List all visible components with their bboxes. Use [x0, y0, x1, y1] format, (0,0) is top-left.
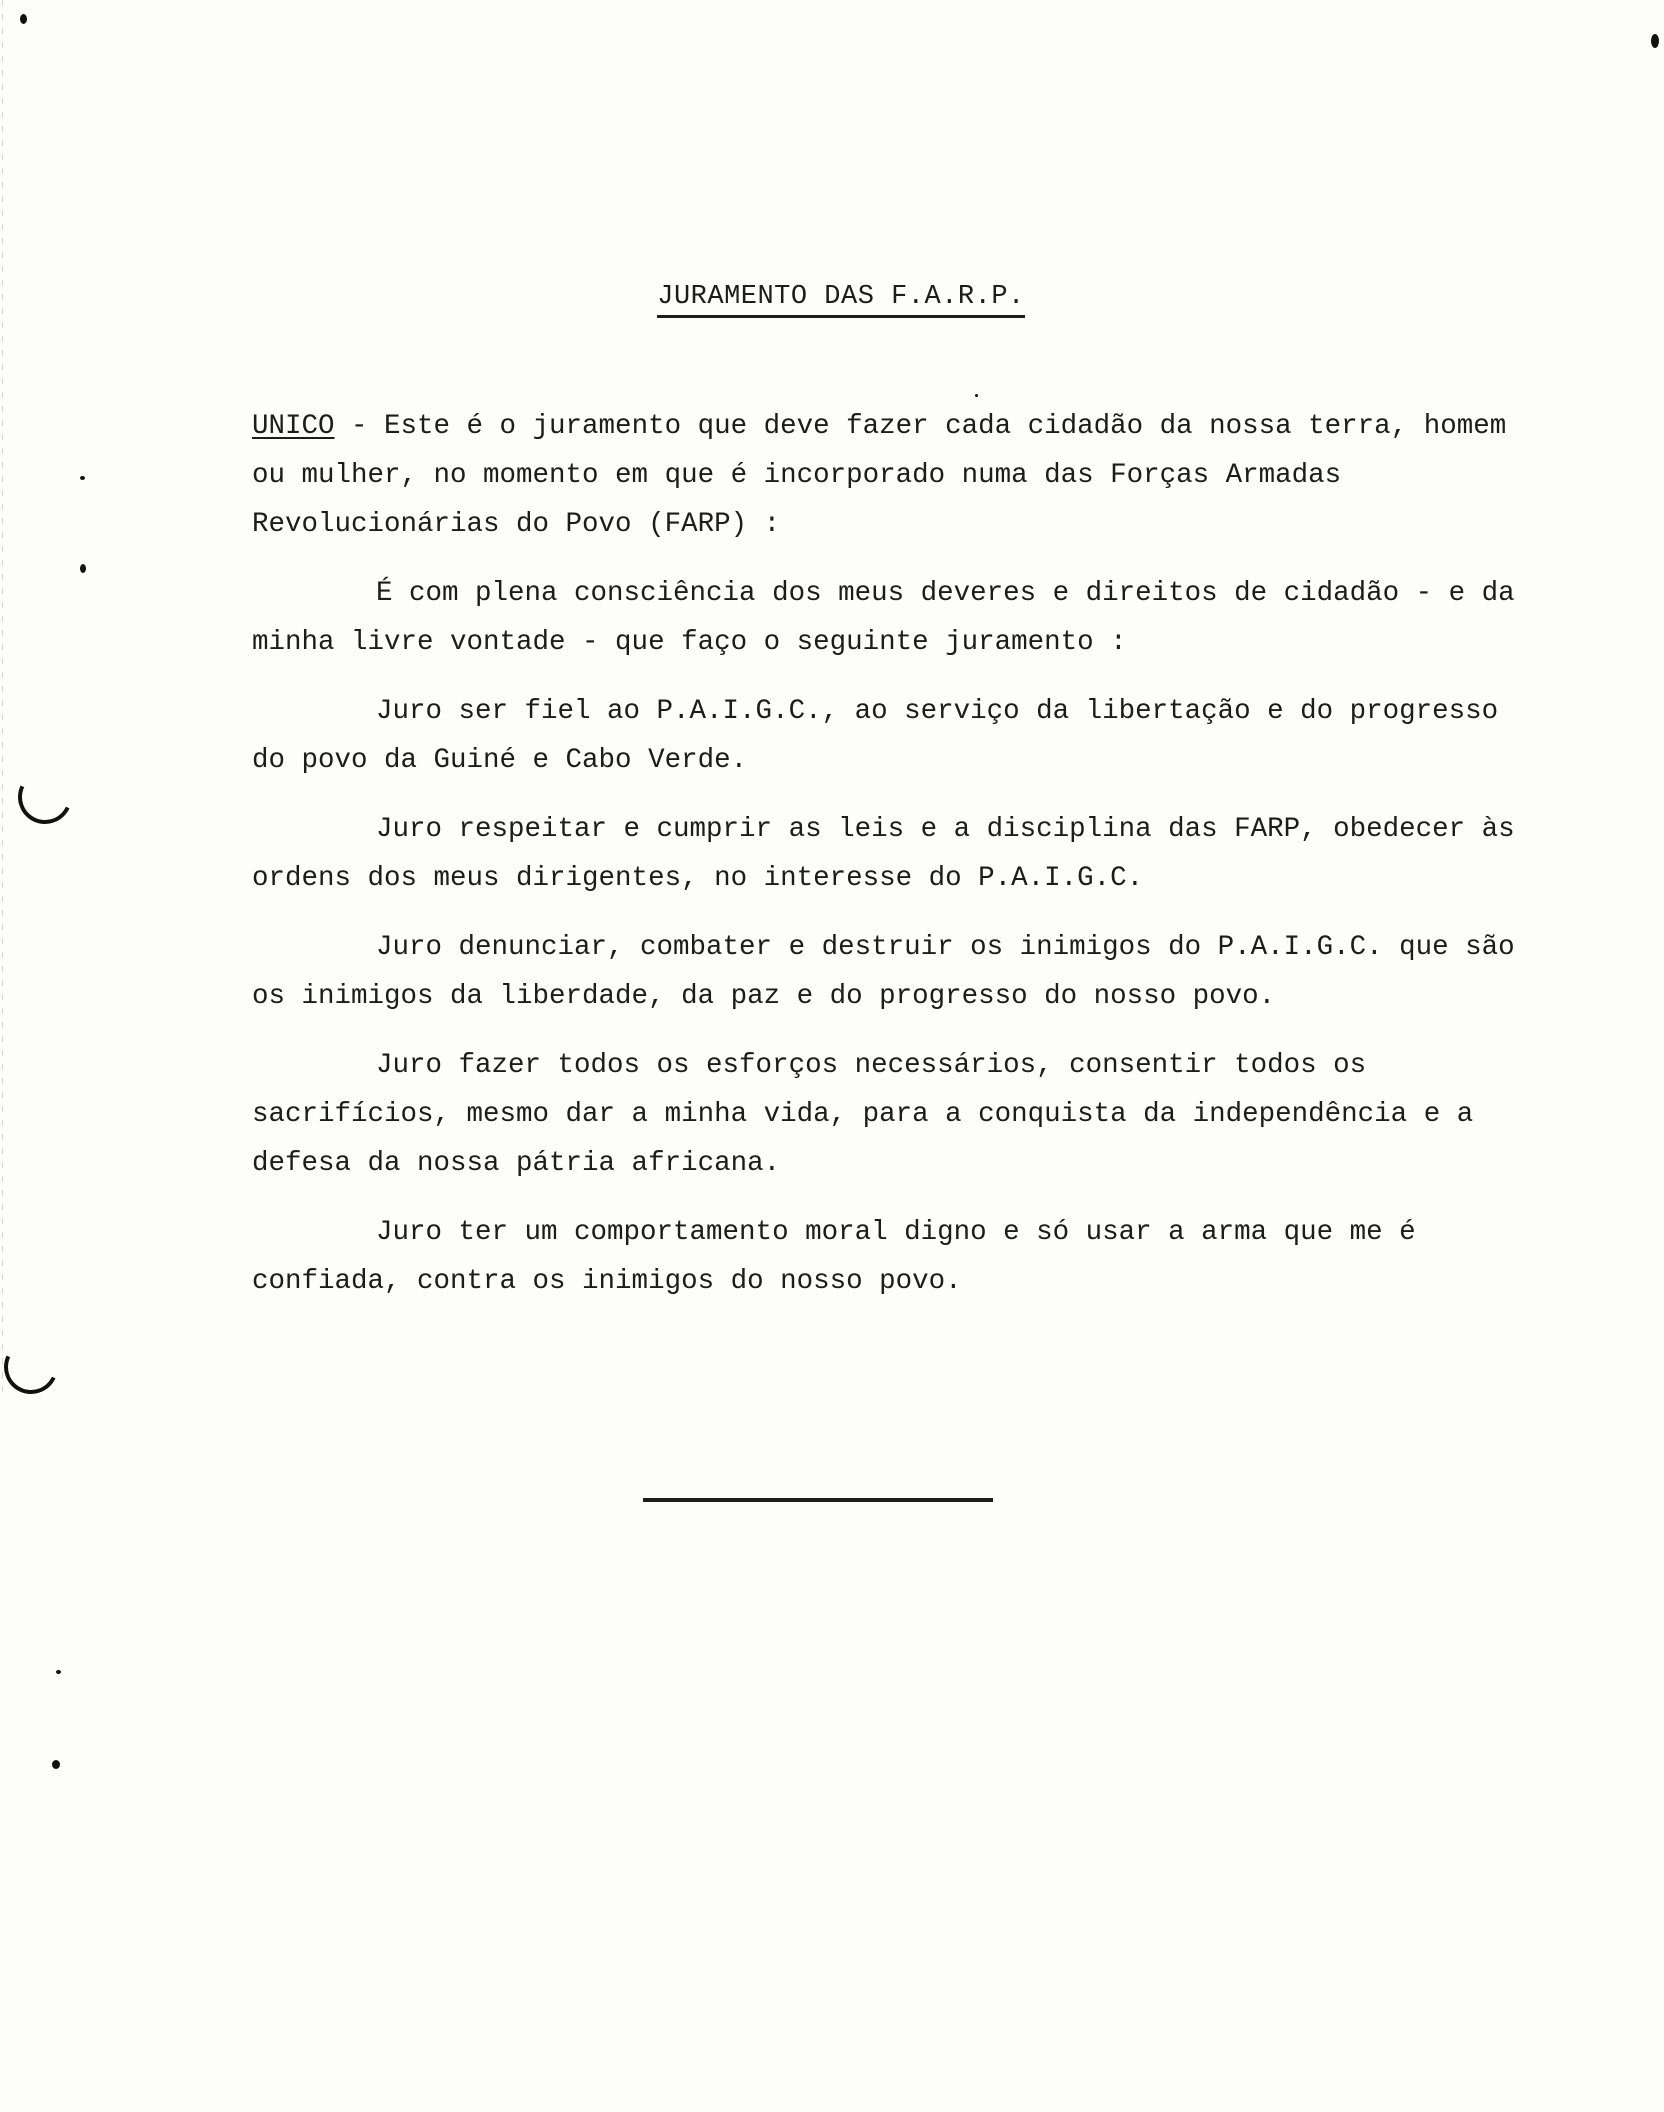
scan-speck: [975, 394, 978, 397]
paragraph-lead: UNICO: [252, 411, 335, 442]
paragraph-oath-3: Juro denunciar, combater e destruir os inimigos do P.A.I.G.C. que são os inimigos da liberdade, da paz e do progresso do nosso povo.: [252, 932, 1515, 1012]
hole-punch-shadow: [10, 762, 79, 831]
document-title-text: JURAMENTO DAS F.A.R.P.: [657, 282, 1024, 318]
paragraph-oath-4: Juro fazer todos os esforços necessários, consentir todos os sacrifícios, mesmo dar a minha vida, para a conquista da independência e a defesa da nossa pátria africana.: [252, 1050, 1474, 1179]
scan-speck: [56, 1670, 61, 1674]
scan-speck: [52, 1760, 60, 1769]
document-title: [0, 282, 1664, 318]
document-body: [252, 402, 1527, 1326]
paragraph-text: - Este é o juramento que deve fazer cada cidadão da nossa terra, homem ou mulher, no momento em que é incorporado numa das Forças Armadas Revolucionárias do Povo (FARP) :: [252, 411, 1507, 540]
hole-punch-shadow: [0, 1332, 66, 1401]
paragraph-oath-2: Juro respeitar e cumprir as leis e a disciplina das FARP, obedecer às ordens dos meus dirigentes, no interesse do P.A.I.G.C.: [252, 814, 1515, 894]
scan-edge-line: [2, 0, 3, 1400]
paragraph-oath-1: Juro ser fiel ao P.A.I.G.C., ao serviço da libertação e do progresso do povo da Guiné e Cabo Verde.: [252, 696, 1499, 776]
closing-rule: [643, 1498, 993, 1502]
scan-speck: [80, 476, 85, 480]
scan-speck: [20, 14, 27, 24]
scan-speck: [80, 564, 86, 573]
paragraph-unico: [252, 402, 1527, 549]
paragraph-preamble: É com plena consciência dos meus deveres e direitos de cidadão - e da minha livre vontade - que faço o seguinte juramento :: [252, 578, 1515, 658]
paragraph-oath-5: Juro ter um comportamento moral digno e só usar a arma que me é confiada, contra os inimigos do nosso povo.: [252, 1217, 1416, 1297]
scan-speck: [1651, 34, 1659, 48]
